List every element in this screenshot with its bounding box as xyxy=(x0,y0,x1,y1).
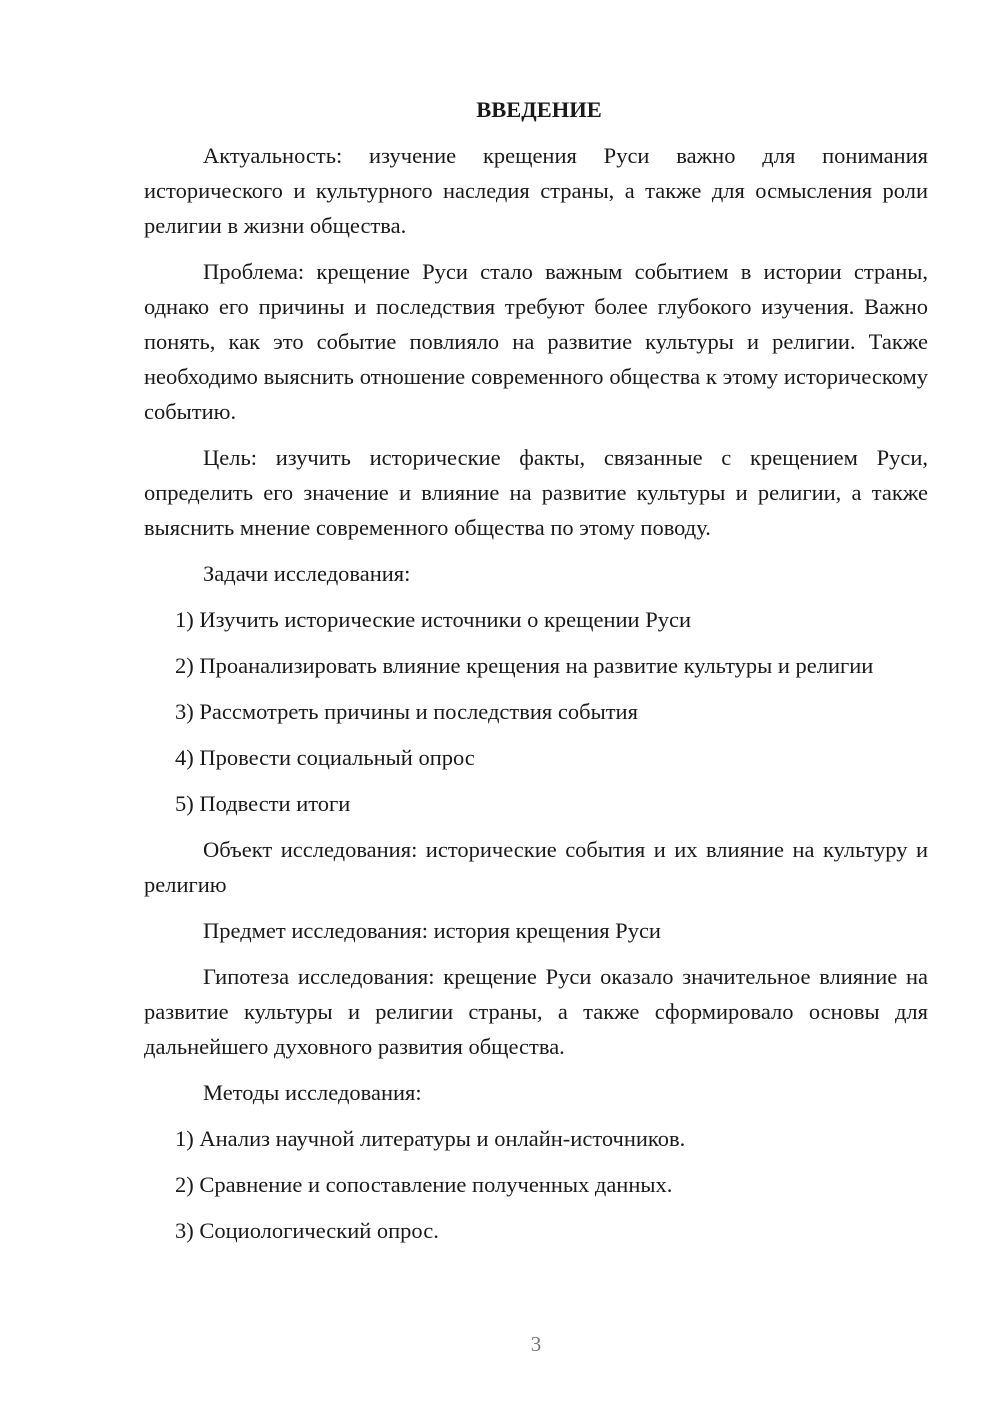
page-number: 3 xyxy=(530,1332,542,1356)
methods-heading: Методы исследования: xyxy=(203,1080,422,1105)
paragraph-relevance: Актуальность: изучение крещения Руси важно для понимания исторического и культурного наследия страны, а также для осмысления роли религии в жизни общества. xyxy=(144,143,928,238)
paragraph-problem: Проблема: крещение Руси стало важным событием в истории страны, однако его причины и последствия требуют более глубокого изучения. Важно понять, как это событие повлияло на развитие культуры и религии. Также необходимо выяснить отношение современного общества к этому историческому событию. xyxy=(144,259,928,424)
page-title: ВВЕДЕНИЕ xyxy=(476,97,602,122)
method-item: 2) Сравнение и сопоставление полученных данных. xyxy=(175,1172,673,1197)
paragraph-goal: Цель: изучить исторические факты, связанные с крещением Руси, определить его значение и влияние на развитие культуры и религии, а также выяснить мнение современного общества по этому поводу. xyxy=(144,445,928,540)
document-body xyxy=(144,92,928,1259)
task-item: 2) Проанализировать влияние крещения на развитие культуры и религии xyxy=(175,653,874,678)
tasks-heading: Задачи исследования: xyxy=(203,561,411,586)
paragraph-object: Объект исследования: исторические события и их влияние на культуру и религию xyxy=(144,837,928,897)
paragraph-hypothesis: Гипотеза исследования: крещение Руси оказало значительное влияние на развитие культуры и религии страны, а также сформировало основы для дальнейшего духовного развития общества. xyxy=(144,964,928,1059)
task-item: 5) Подвести итоги xyxy=(175,791,351,816)
method-item: 1) Анализ научной литературы и онлайн-источников. xyxy=(175,1126,686,1151)
paragraph-subject: Предмет исследования: история крещения Руси xyxy=(203,918,661,943)
task-item: 1) Изучить исторические источники о крещении Руси xyxy=(175,607,692,632)
method-item: 3) Социологический опрос. xyxy=(175,1218,439,1243)
task-item: 3) Рассмотреть причины и последствия события xyxy=(175,699,638,724)
task-item: 4) Провести социальный опрос xyxy=(175,745,475,770)
